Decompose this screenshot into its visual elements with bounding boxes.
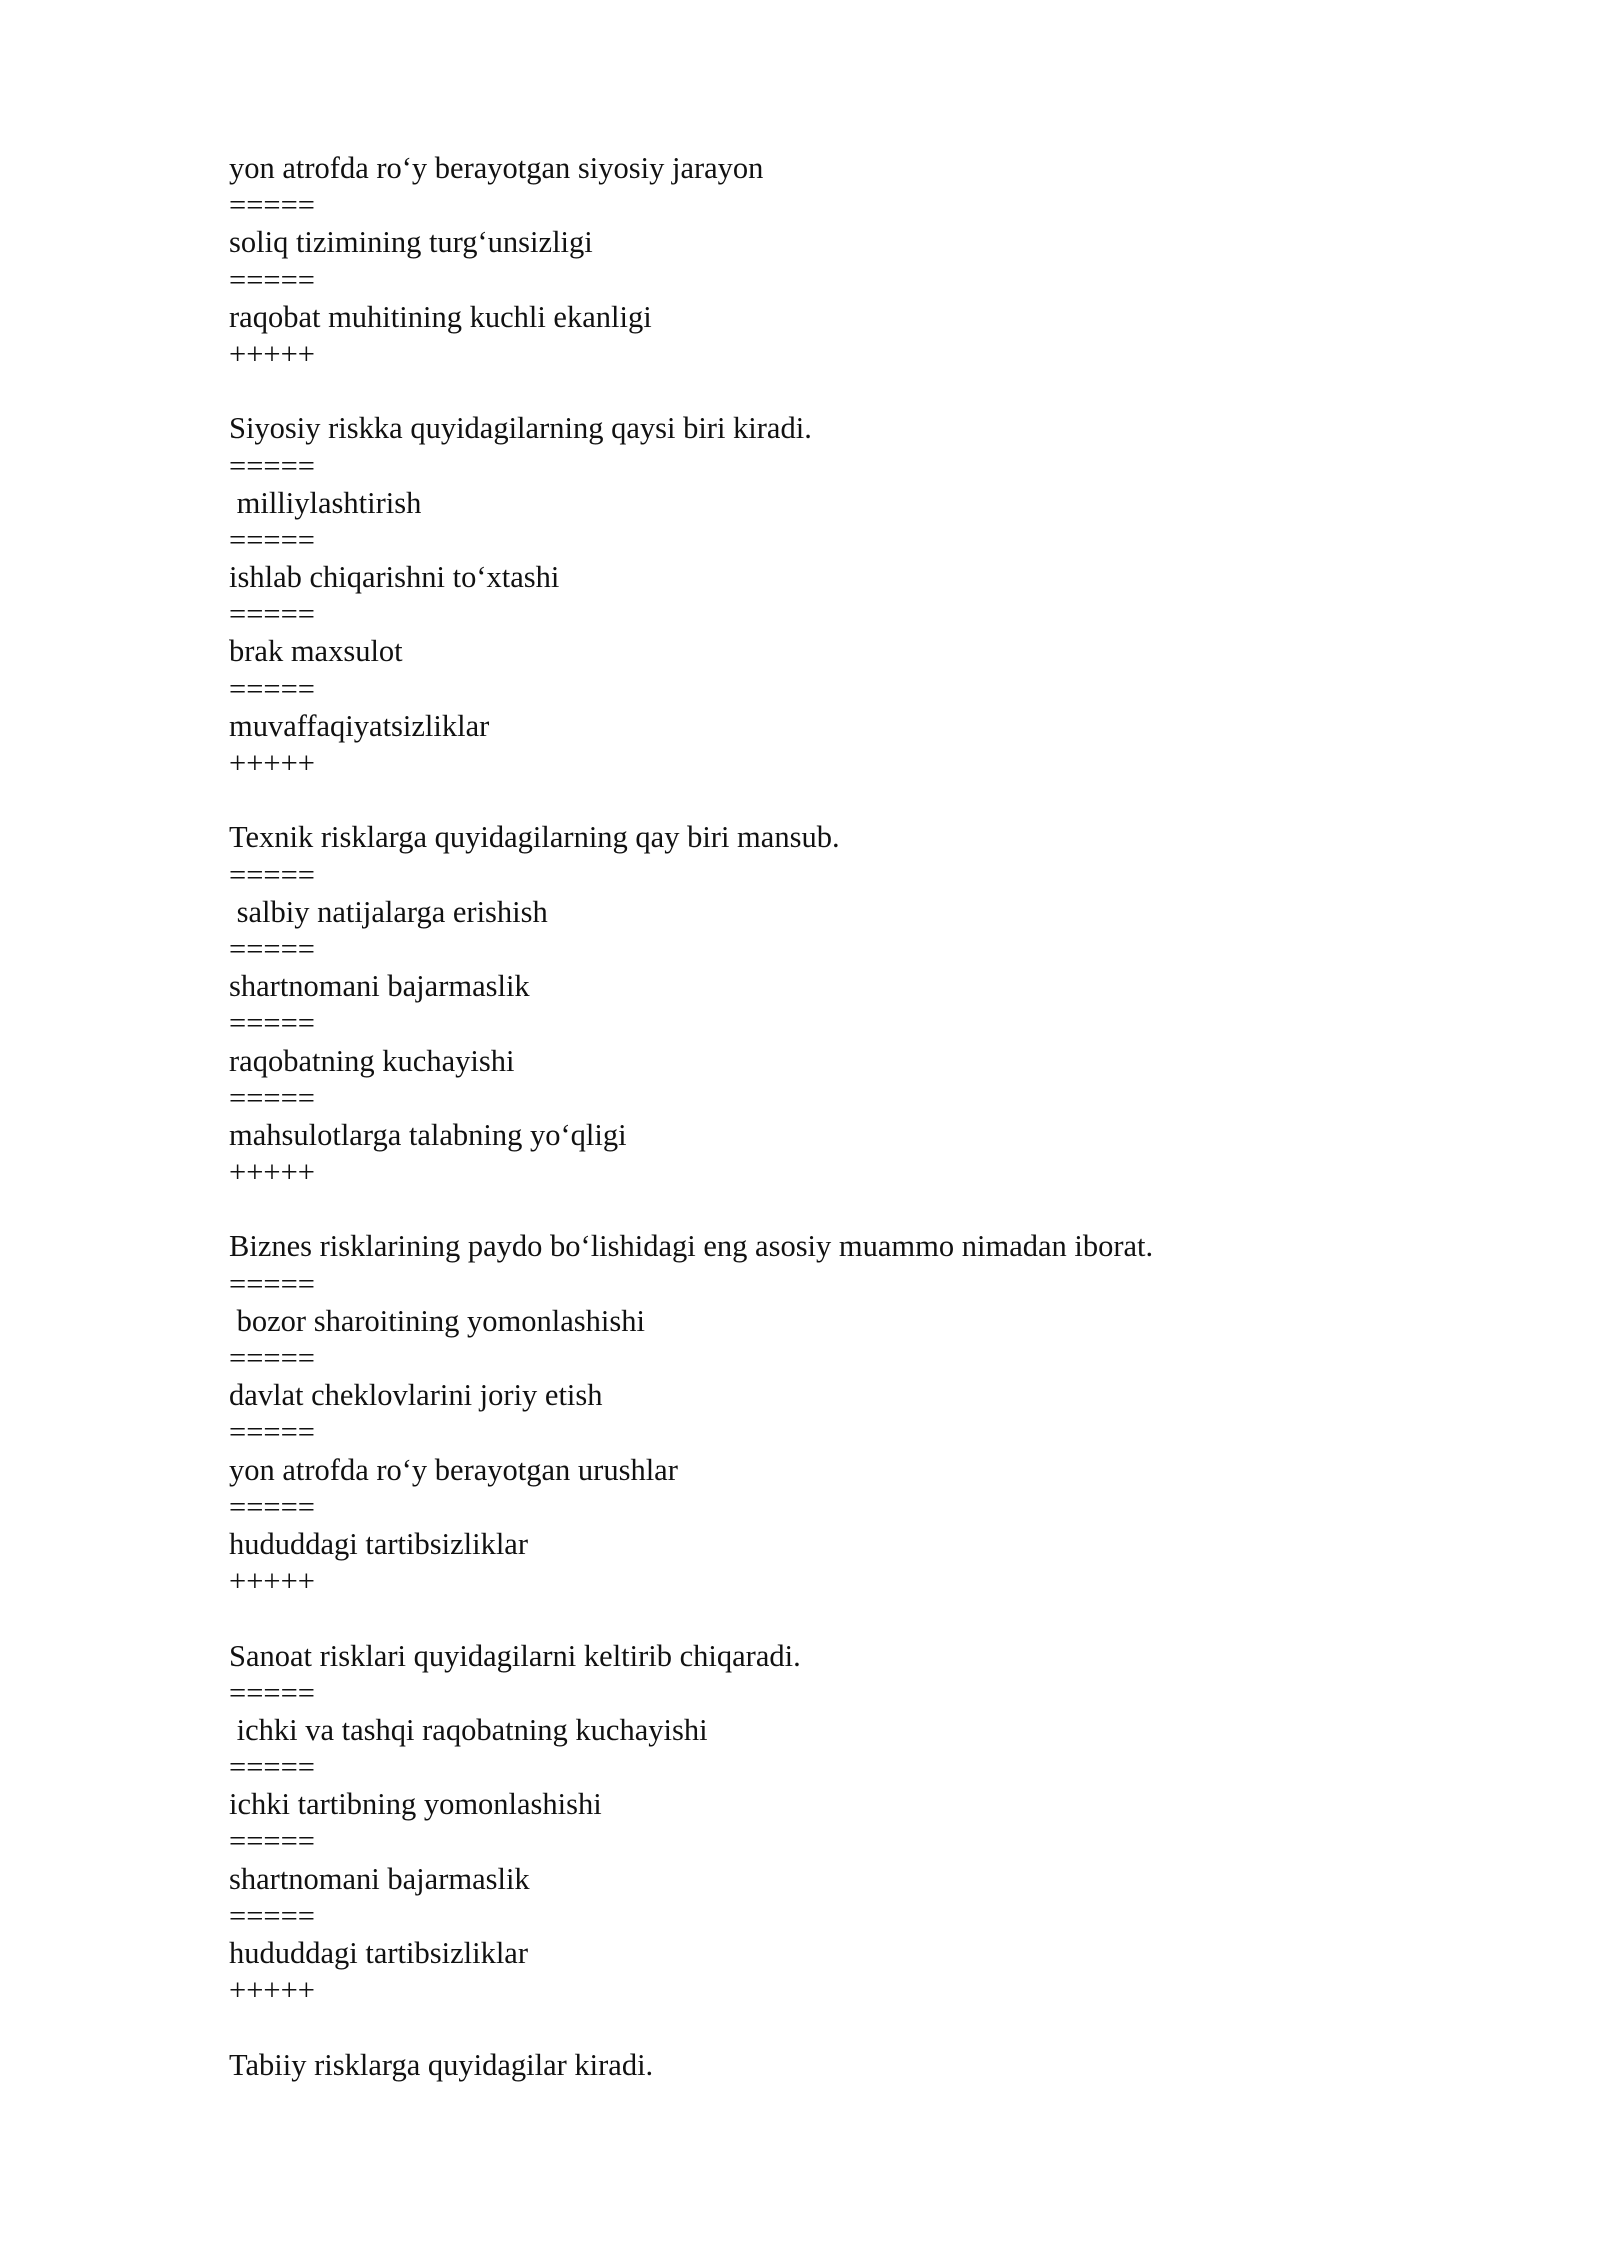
question-separator: +++++ <box>229 1973 316 2008</box>
text-line: milliylashtirish <box>229 485 422 520</box>
text-line: yon atrofda ro‘y berayotgan urushlar <box>229 1452 678 1487</box>
option-separator: ===== <box>229 857 316 892</box>
option-separator: ===== <box>229 188 316 223</box>
text-line: raqobatning kuchayishi <box>229 1043 515 1078</box>
option-separator: ===== <box>229 1898 316 1933</box>
option-separator: ===== <box>229 931 316 966</box>
text-line: Sanoat risklari quyidagilarni keltirib chiqaradi. <box>229 1638 801 1673</box>
text-line: bozor sharoitining yomonlashishi <box>229 1303 645 1338</box>
text-line: Biznes risklarining paydo bo‘lishidagi eng asosiy muammo nimadan iborat. <box>229 1229 1154 1264</box>
document-page <box>229 150 1529 2084</box>
text-line: brak maxsulot <box>229 634 403 669</box>
text-line: soliq tizimining turg‘unsizligi <box>229 225 593 260</box>
blank-line <box>229 2009 1529 2046</box>
question-separator: +++++ <box>229 746 316 780</box>
blank-line <box>229 782 1529 819</box>
option-separator: ===== <box>229 1266 316 1301</box>
option-separator: ===== <box>229 522 316 557</box>
option-separator: ===== <box>229 262 316 297</box>
option-separator: ===== <box>229 1750 316 1785</box>
text-line: davlat cheklovlarini joriy etish <box>229 1378 603 1413</box>
option-separator: ===== <box>229 448 316 483</box>
question-separator: +++++ <box>229 1564 316 1599</box>
option-separator: ===== <box>229 1415 316 1450</box>
option-separator: ===== <box>229 1489 316 1524</box>
option-separator: ===== <box>229 597 316 632</box>
question-separator: +++++ <box>229 336 316 371</box>
text-line: Tabiiy risklarga quyidagilar kiradi. <box>229 2047 654 2082</box>
option-separator: ===== <box>229 1080 316 1115</box>
text-line: Siyosiy riskka quyidagilarning qaysi biri kiradi. <box>229 411 812 446</box>
blank-line <box>229 1191 1529 1228</box>
option-separator: ===== <box>229 1824 316 1859</box>
text-line: Texnik risklarga quyidagilarning qay biri mansub. <box>229 820 840 855</box>
option-separator: ===== <box>229 1675 316 1710</box>
blank-line <box>229 373 1529 410</box>
text-line: yon atrofda ro‘y berayotgan siyosiy jarayon <box>229 151 764 185</box>
text-line: shartnomani bajarmaslik <box>229 969 530 1004</box>
text-line: shartnomani bajarmaslik <box>229 1861 530 1896</box>
text-line: mahsulotlarga talabning yo‘qligi <box>229 1117 627 1152</box>
option-separator: ===== <box>229 1006 316 1041</box>
text-line: muvaffaqiyatsizliklar <box>229 708 490 743</box>
text-line: raqobat muhitining kuchli ekanligi <box>229 299 652 334</box>
text-line: hududdagi tartibsizliklar <box>229 1936 528 1970</box>
text-line: ishlab chiqarishni to‘xtashi <box>229 560 560 595</box>
question-separator: +++++ <box>229 1155 316 1190</box>
text-line: hududdagi tartibsizliklar <box>229 1526 528 1561</box>
blank-line <box>229 1600 1529 1637</box>
text-line: ichki tartibning yomonlashishi <box>229 1787 602 1822</box>
text-line: salbiy natijalarga erishish <box>229 894 548 929</box>
option-separator: ===== <box>229 1341 316 1375</box>
option-separator: ===== <box>229 671 316 706</box>
text-line: ichki va tashqi raqobatning kuchayishi <box>229 1712 708 1747</box>
